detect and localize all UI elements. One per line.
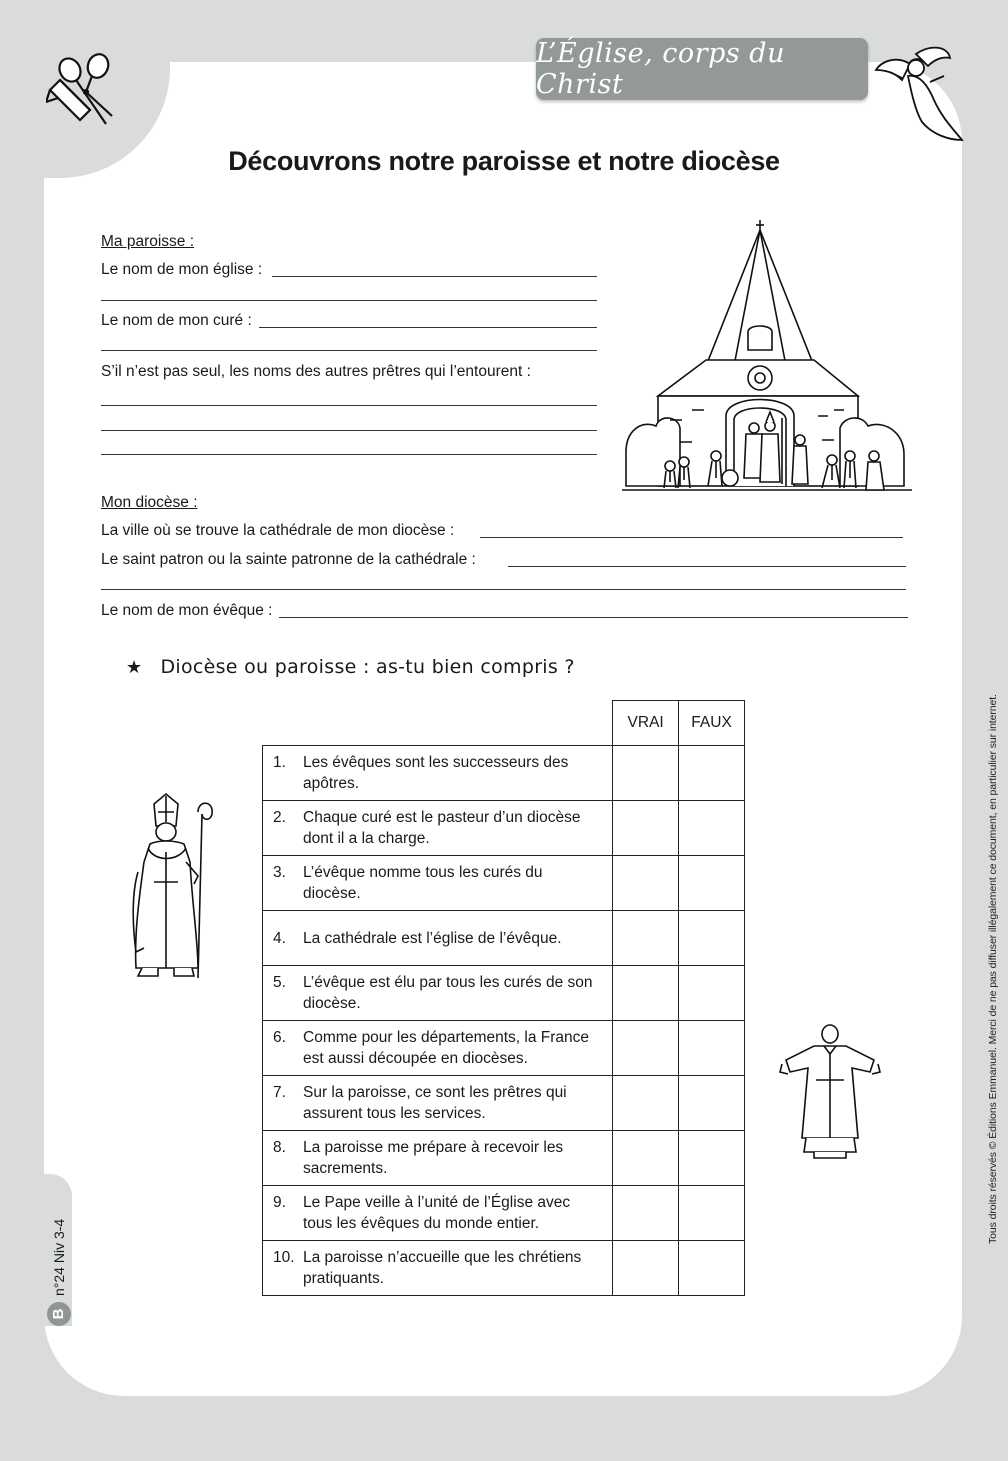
vrai-answer-box[interactable] [613, 1076, 679, 1131]
question-cell [263, 1076, 613, 1131]
quiz-heading [126, 656, 575, 678]
question-text: La cathédrale est l’église de l’évêque. [303, 929, 562, 947]
question-cell [263, 1186, 613, 1241]
eglise-answer-line-2[interactable] [101, 300, 597, 301]
angel-icon [872, 42, 968, 146]
question-number: 4. [273, 929, 286, 947]
vrai-answer-box[interactable] [613, 1241, 679, 1296]
col-faux-header: FAUX [679, 701, 745, 746]
faux-answer-box[interactable] [679, 1241, 745, 1296]
priest-illustration [778, 1020, 882, 1160]
pretres-answer-line-2[interactable] [101, 430, 597, 431]
question-number: 8. [273, 1139, 286, 1156]
faux-answer-box[interactable] [679, 1186, 745, 1241]
star-icon: ★ [126, 657, 143, 678]
vrai-answer-box[interactable] [613, 1021, 679, 1076]
question-text: Chaque curé est le pasteur d’un diocèse dont il a la charge. [303, 809, 581, 847]
eveque-label: Le nom de mon évêque : [101, 602, 273, 619]
question-cell [263, 966, 613, 1021]
question-text: L’évêque nomme tous les curés du diocèse. [303, 864, 543, 902]
vrai-answer-box[interactable] [613, 746, 679, 801]
question-number: 9. [273, 1194, 286, 1211]
paroisse-heading: Ma paroisse : [101, 233, 195, 250]
issue-label [47, 1219, 71, 1326]
faux-answer-box[interactable] [679, 966, 745, 1021]
quiz-row [263, 801, 745, 856]
question-text: Le Pape veille à l’unité de l’Église avec tous les évêques du monde entier. [303, 1194, 571, 1232]
cure-answer-line[interactable] [259, 327, 597, 328]
copyright-note: Tous droits réservés © Éditions Emmanuel. Merci de ne pas diffuser illégalement ce document, en particulier sur internet. [987, 694, 999, 1244]
cure-answer-line-2[interactable] [101, 350, 597, 351]
scissors-pencil-icon [46, 52, 120, 130]
eglise-label: Le nom de mon église : [101, 261, 263, 278]
question-text: La paroisse n’accueille que les chrétiens pratiquants. [303, 1249, 582, 1287]
patron-answer-line-2[interactable] [101, 589, 906, 590]
eglise-answer-line[interactable] [272, 276, 597, 277]
quiz-row [263, 856, 745, 911]
question-cell [263, 1241, 613, 1296]
faux-answer-box[interactable] [679, 1076, 745, 1131]
quiz-row [263, 1241, 745, 1296]
ville-label: La ville où se trouve la cathédrale de mon diocèse : [101, 522, 455, 539]
church-illustration [622, 220, 912, 502]
faux-answer-box[interactable] [679, 1131, 745, 1186]
question-cell [263, 801, 613, 856]
vrai-answer-box[interactable] [613, 1186, 679, 1241]
patron-label: Le saint patron ou la sainte patronne de la cathédrale : [101, 551, 476, 568]
question-cell [263, 746, 613, 801]
faux-answer-box[interactable] [679, 911, 745, 966]
question-text: La paroisse me prépare à recevoir les sacrements. [303, 1139, 564, 1177]
question-cell [263, 1131, 613, 1186]
question-number: 3. [273, 864, 286, 881]
question-text: L’évêque est élu par tous les curés de son diocèse. [303, 974, 593, 1012]
quiz-row [263, 911, 745, 966]
question-text: Les évêques sont les successeurs des apôtres. [303, 754, 569, 792]
question-number: 10. [273, 1249, 295, 1266]
question-number: 5. [273, 974, 286, 991]
issue-number: n°24 Niv 3-4 [51, 1218, 67, 1296]
faux-answer-box[interactable] [679, 801, 745, 856]
col-vrai-header: VRAI [613, 701, 679, 746]
question-cell [263, 1021, 613, 1076]
question-cell [263, 856, 613, 911]
diocese-heading: Mon diocèse : [101, 494, 198, 511]
quiz-row [263, 1131, 745, 1186]
bishop-illustration [128, 792, 220, 982]
pretres-label: S’il n’est pas seul, les noms des autres prêtres qui l’entourent : [101, 363, 531, 380]
patron-answer-line[interactable] [508, 566, 906, 567]
quiz-row [263, 746, 745, 801]
eveque-answer-line[interactable] [279, 617, 908, 618]
level-badge: B [47, 1302, 71, 1326]
question-number: 6. [273, 1029, 286, 1046]
page-title: Découvrons notre paroisse et notre diocèse [228, 146, 780, 176]
vrai-answer-box[interactable] [613, 1131, 679, 1186]
pretres-answer-line-1[interactable] [101, 405, 597, 406]
question-cell [263, 911, 613, 966]
question-text: Comme pour les départements, la France est aussi découpée en diocèses. [303, 1029, 590, 1067]
ville-answer-line[interactable] [480, 537, 903, 538]
question-number: 1. [273, 754, 286, 771]
vrai-answer-box[interactable] [613, 911, 679, 966]
quiz-header-blank [263, 701, 613, 746]
question-text: Sur la paroisse, ce sont les prêtres qui assurent tous les services. [303, 1084, 567, 1122]
question-number: 2. [273, 809, 286, 826]
quiz-table [262, 700, 745, 1296]
faux-answer-box[interactable] [679, 746, 745, 801]
quiz-row [263, 966, 745, 1021]
vrai-answer-box[interactable] [613, 801, 679, 856]
question-number: 7. [273, 1084, 286, 1101]
faux-answer-box[interactable] [679, 1021, 745, 1076]
vrai-answer-box[interactable] [613, 856, 679, 911]
vrai-answer-box[interactable] [613, 966, 679, 1021]
faux-answer-box[interactable] [679, 856, 745, 911]
quiz-row [263, 1021, 745, 1076]
quiz-row [263, 1186, 745, 1241]
pretres-answer-line-3[interactable] [101, 454, 597, 455]
quiz-row [263, 1076, 745, 1131]
topic-banner: L’Église, corps du Christ [536, 38, 868, 100]
quiz-heading-text: Diocèse ou paroisse : as-tu bien compris ? [160, 656, 575, 678]
cure-label: Le nom de mon curé : [101, 312, 252, 329]
